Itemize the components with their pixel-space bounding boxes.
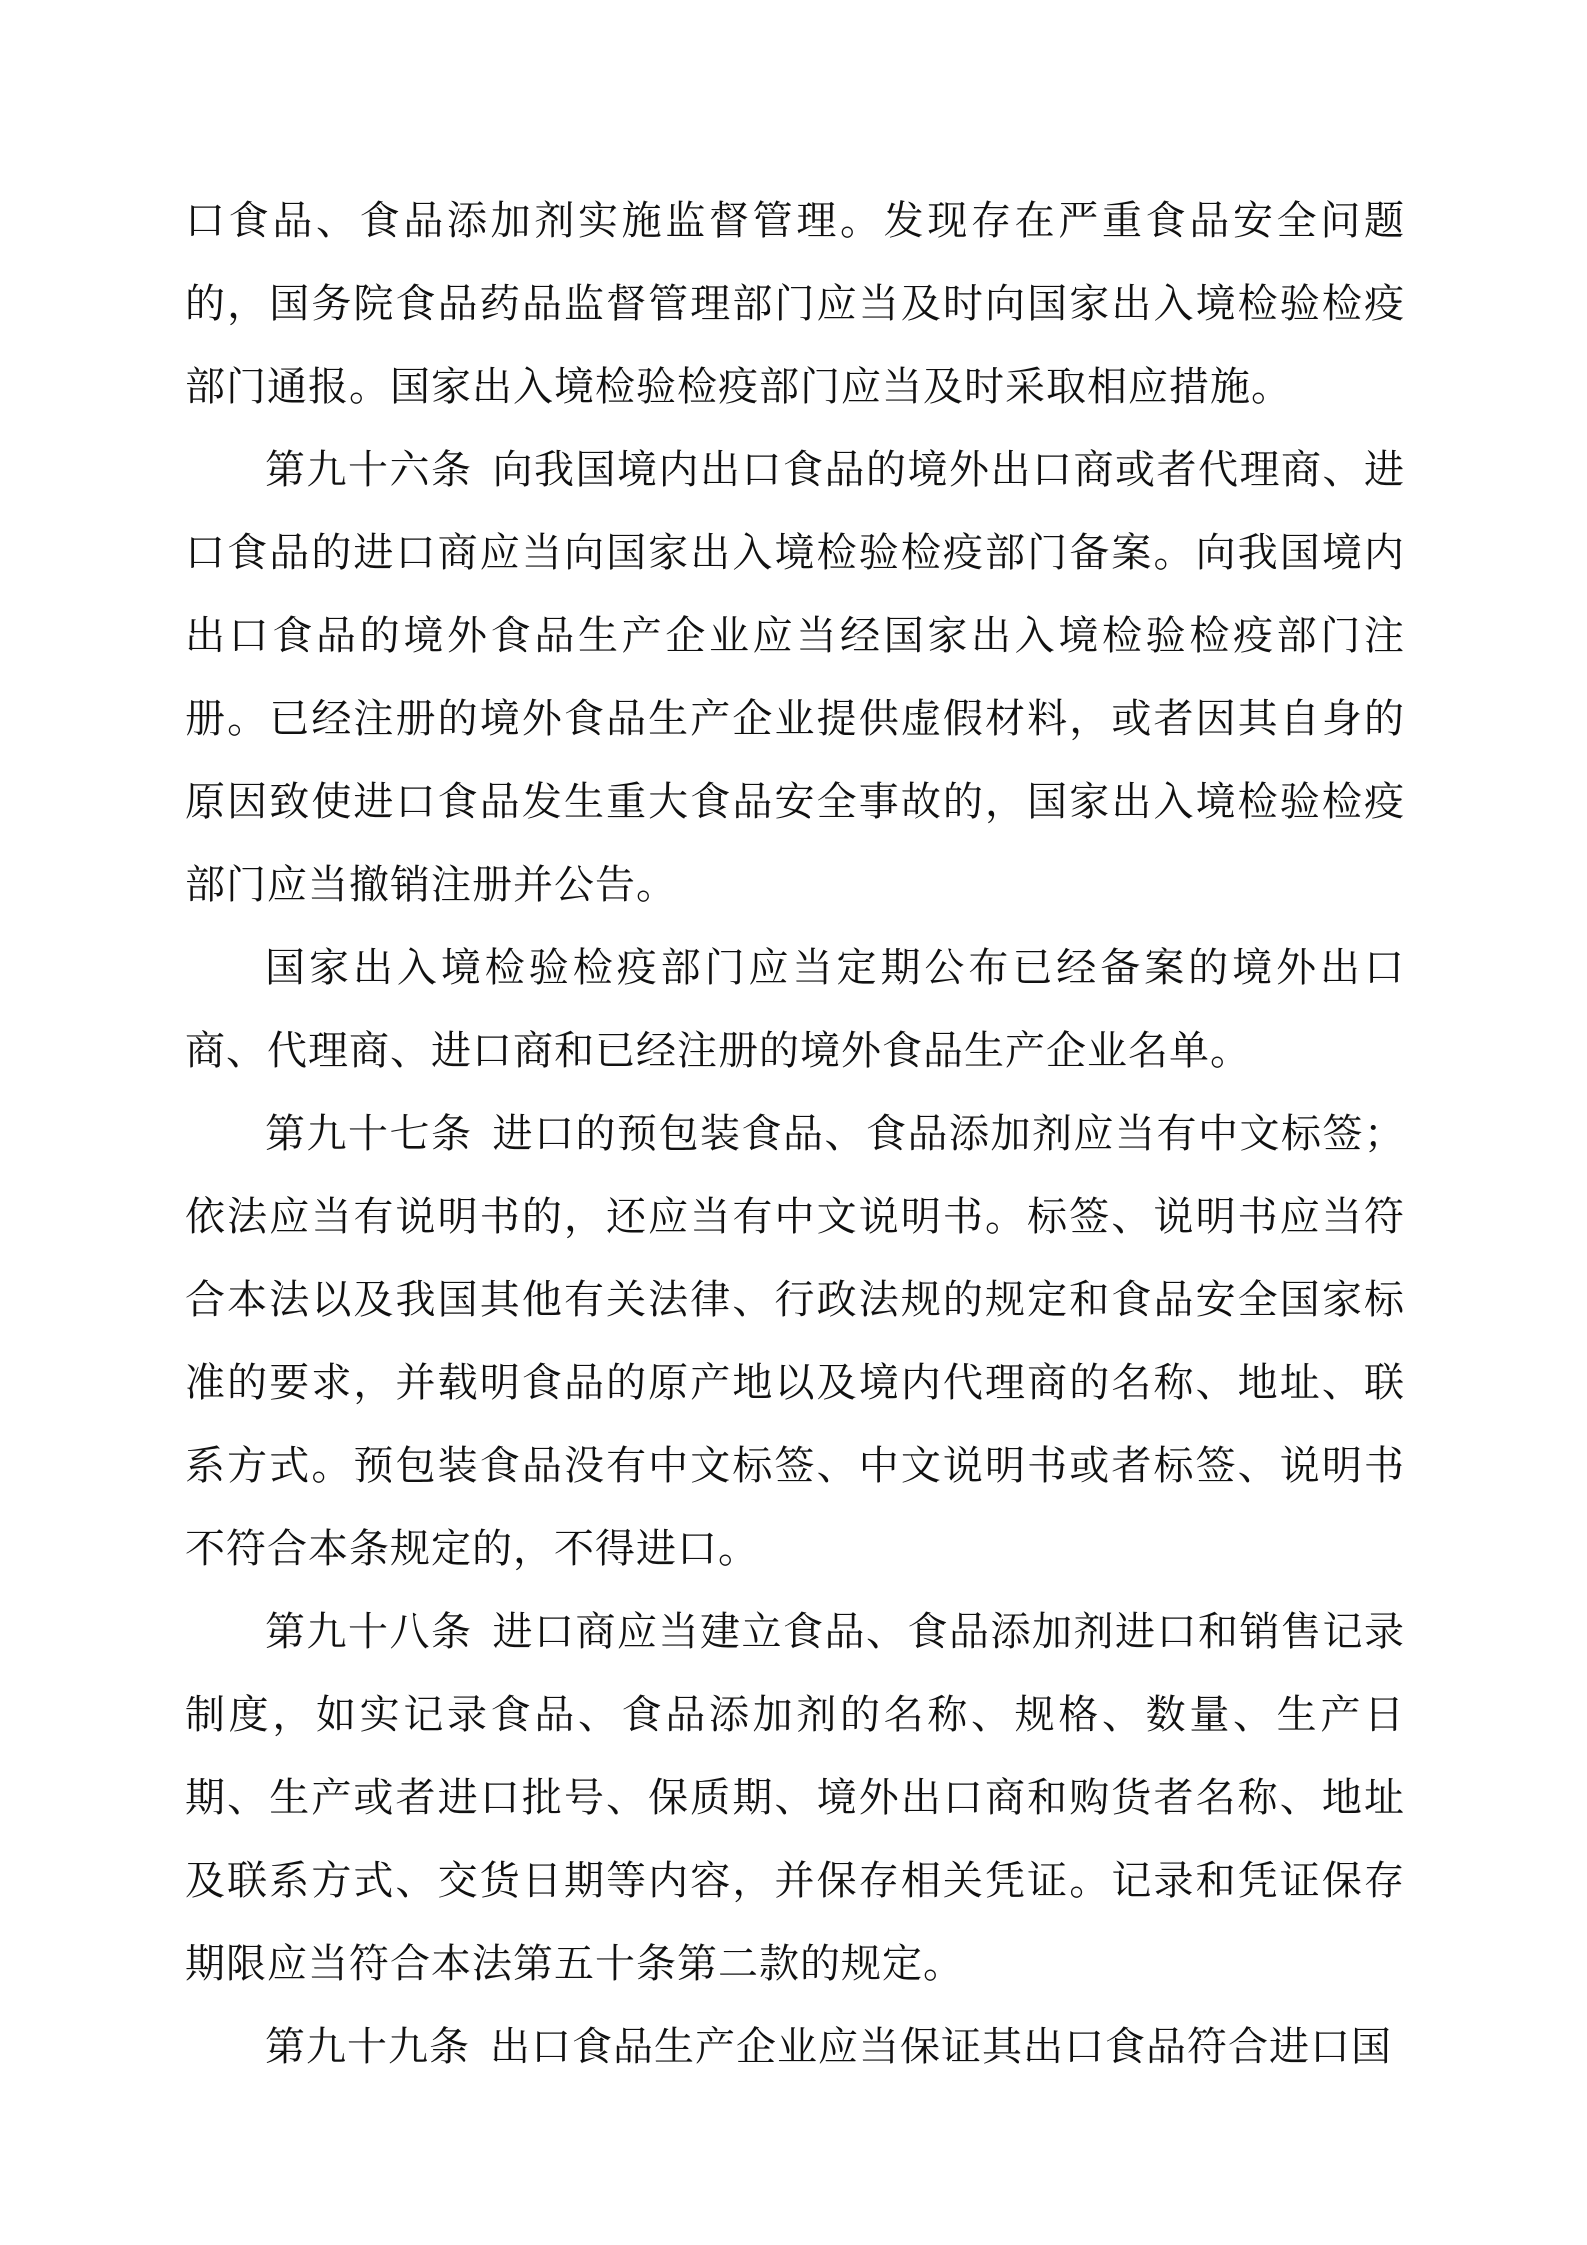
paragraph-continuation: [185, 180, 1405, 429]
article-label: 第九十六条: [265, 447, 473, 493]
article-label: 第九十八条: [265, 1609, 473, 1655]
article-98: [185, 1591, 1405, 2006]
paragraph-text: 进口商应当建立食品、食品添加剂进口和销售记录制度，如实记录食品、食品添加剂的名称、规格、数量、生产日期、生产或者进口批号、保质期、境外出口商和购货者名称、地址及联系方式、交货日期等内容，并保存相关凭证。记录和凭证保存期限应当符合本法第五十条第二款的规定。: [185, 1609, 1405, 1987]
article-label: 第九十九条: [265, 2024, 470, 2070]
article-97: [185, 1093, 1405, 1591]
article-99: [185, 2006, 1405, 2089]
document-page: [185, 180, 1405, 2089]
paragraph-text: 国家出入境检验检疫部门应当定期公布已经备案的境外出口商、代理商、进口商和已经注册的境外食品生产企业名单。: [185, 945, 1405, 1074]
article-96: [185, 429, 1405, 927]
article-96-clause-2: [185, 927, 1405, 1093]
paragraph-text: 出口食品生产企业应当保证其出口食品符合进口国: [490, 2024, 1392, 2070]
paragraph-text: 口食品、食品添加剂实施监督管理。发现存在严重食品安全问题的，国务院食品药品监督管理部门应当及时向国家出入境检验检疫部门通报。国家出入境检验检疫部门应当及时采取相应措施。: [185, 198, 1405, 410]
paragraph-text: 进口的预包装食品、食品添加剂应当有中文标签；依法应当有说明书的，还应当有中文说明书。标签、说明书应当符合本法以及我国其他有关法律、行政法规的规定和食品安全国家标准的要求，并载明食品的原产地以及境内代理商的名称、地址、联系方式。预包装食品没有中文标签、中文说明书或者标签、说明书不符合本条规定的，不得进口。: [185, 1111, 1405, 1572]
article-label: 第九十七条: [265, 1111, 473, 1157]
paragraph-text: 向我国境内出口食品的境外出口商或者代理商、进口食品的进口商应当向国家出入境检验检疫部门备案。向我国境内出口食品的境外食品生产企业应当经国家出入境检验检疫部门注册。已经注册的境外食品生产企业提供虚假材料，或者因其自身的原因致使进口食品发生重大食品安全事故的，国家出入境检验检疫部门应当撤销注册并公告。: [185, 447, 1405, 908]
